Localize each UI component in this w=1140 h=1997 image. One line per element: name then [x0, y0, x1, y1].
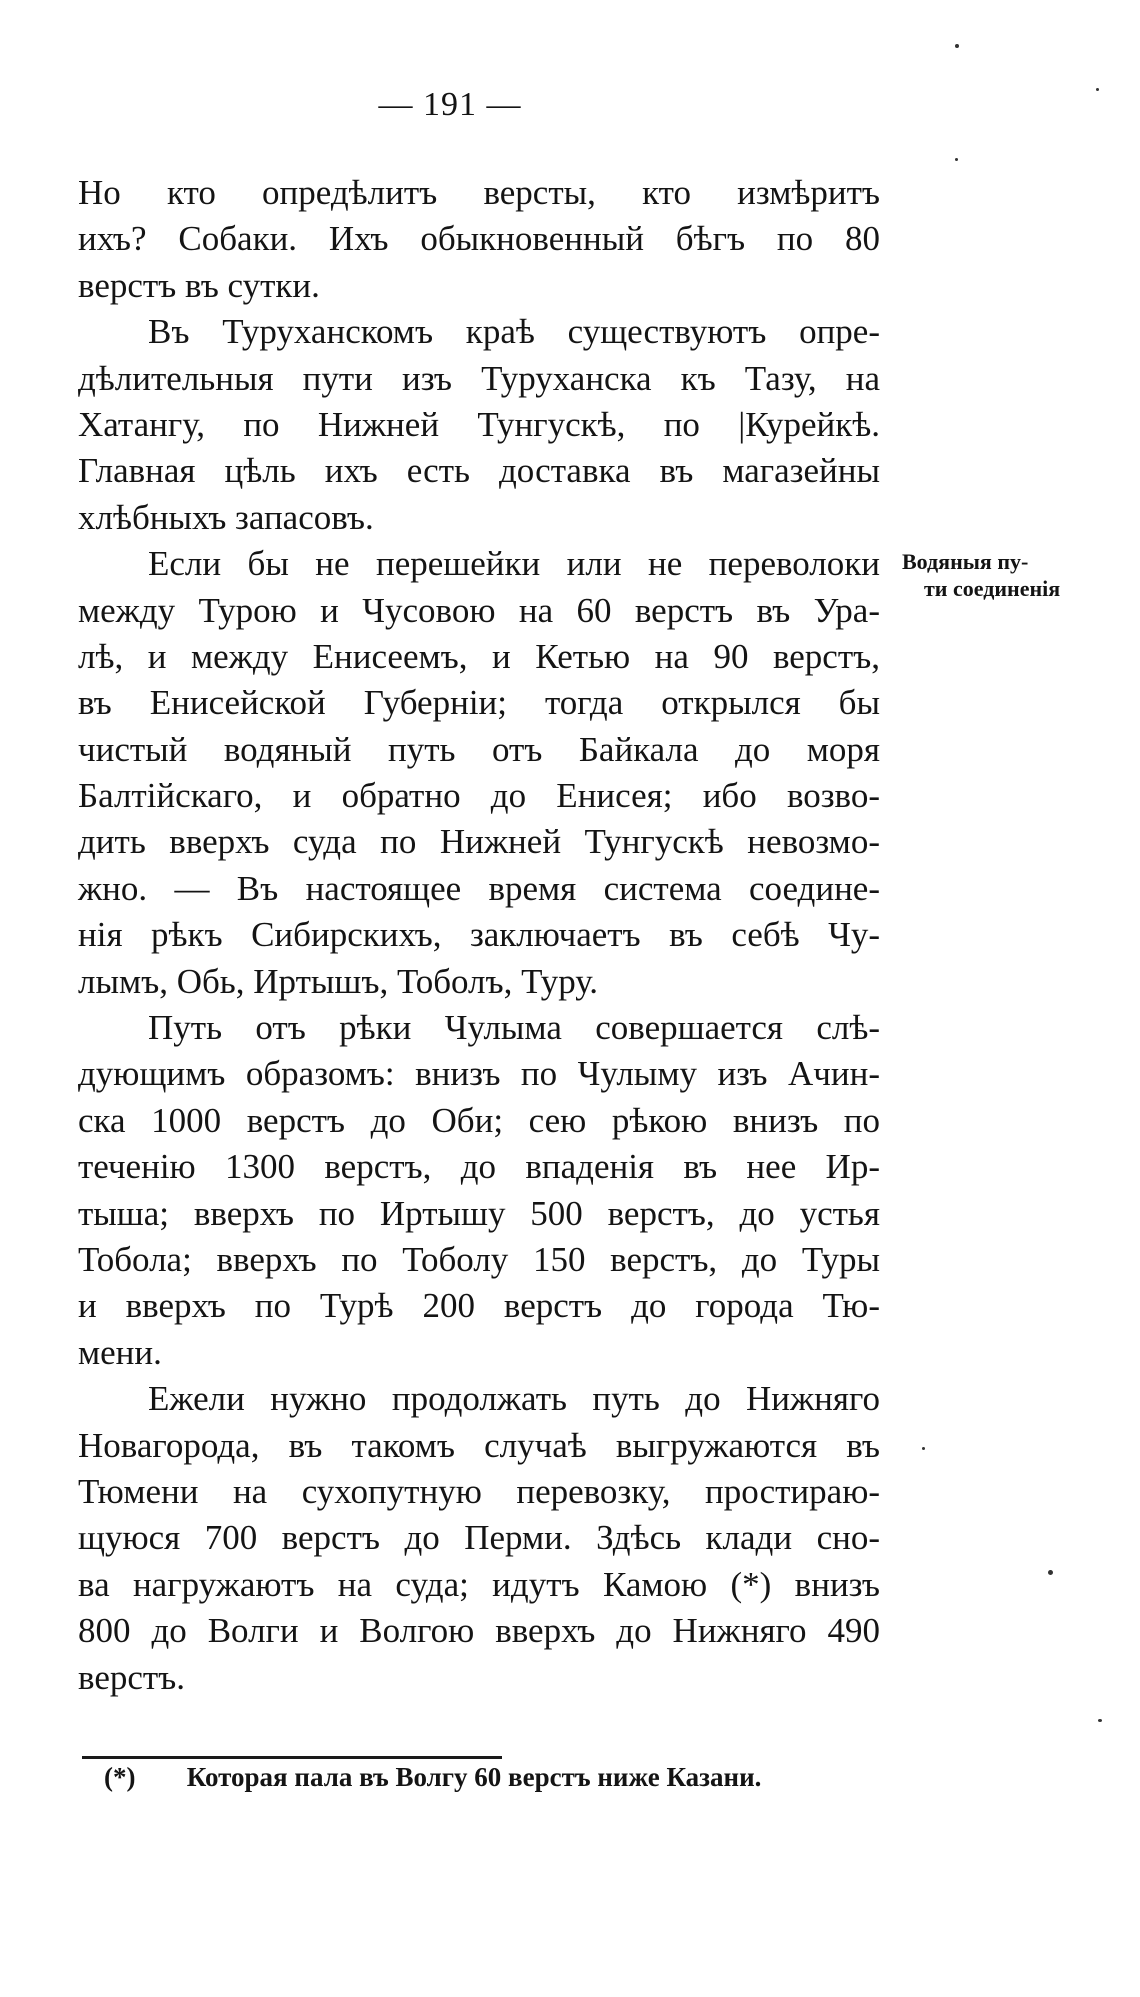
text-line: хлѣбныхъ запасовъ. — [78, 497, 374, 537]
print-speck — [922, 1447, 925, 1450]
text-line: Тобола; вверхъ по Тоболу 150 верстъ, до Туры — [78, 1239, 880, 1279]
text-line: Новагорода, въ такомъ случаѣ выгружаются въ — [78, 1425, 880, 1465]
page-number: — 191 — — [378, 86, 522, 123]
text-line: тыша; вверхъ по Иртышу 500 верстъ, до устья — [78, 1193, 880, 1233]
print-speck — [1048, 1570, 1053, 1575]
footnote-mark: (*) — [104, 1762, 136, 1792]
print-speck — [1098, 1719, 1102, 1722]
text-line: теченію 1300 верстъ, до впаденія въ нее Ир- — [78, 1147, 880, 1187]
text-line: дить вверхъ суда по Нижней Тунгускѣ невозмо- — [78, 822, 880, 862]
text-line: лѣ, и между Енисеемъ, и Кетью на 90 верстъ, — [78, 636, 880, 676]
text-line: дующимъ образомъ: внизъ по Чулыму изъ Ачин- — [78, 1054, 880, 1094]
text-line: между Турою и Чусовою на 60 верстъ въ Ура- — [78, 590, 880, 630]
text-line: 800 до Волги и Волгою вверхъ до Нижняго 490 — [78, 1611, 880, 1651]
main-text — [78, 170, 880, 1701]
text-line: ска 1000 верстъ до Оби; сею рѣкою внизъ по — [78, 1100, 880, 1140]
text-line: Въ Туруханскомъ краѣ существуютъ опре- — [148, 312, 880, 352]
text-line: чистый водяный путь отъ Байкала до моря — [78, 729, 880, 769]
footnote-rule — [82, 1756, 502, 1759]
text-line: ва нагружаютъ на суда; идутъ Камою (*) внизъ — [78, 1564, 880, 1604]
margin-note-line: ти соединенія — [924, 576, 1061, 601]
text-line: Балтійскаго, и обратно до Енисея; ибо возво- — [78, 776, 880, 816]
text-line: лымъ, Обь, Иртышъ, Тоболъ, Туру. — [78, 961, 599, 1001]
text-line: нія рѣкъ Сибирскихъ, заключаетъ въ себѣ Чу- — [78, 915, 880, 955]
text-line: Но кто опредѣлитъ версты, кто измѣритъ — [78, 173, 880, 212]
text-line: Ежели нужно продолжать путь до Нижняго — [148, 1379, 880, 1419]
text-line: мени. — [78, 1332, 162, 1372]
text-line: верстъ. — [78, 1657, 186, 1697]
text-line: Путь отъ рѣки Чулыма совершается слѣ- — [148, 1008, 880, 1048]
text-line: Тюмени на сухопутную перевозку, простираю- — [78, 1471, 880, 1511]
text-line: въ Енисейской Губерніи; тогда открылся бы — [78, 683, 880, 723]
margin-note — [902, 548, 1092, 602]
footnote — [104, 1762, 761, 1793]
text-line: Хатангу, по Нижней Тунгускѣ, по |Курейкѣ. — [78, 404, 880, 444]
text-line: верстъ въ сутки. — [78, 265, 320, 305]
footnote-text: Которая пала въ Волгу 60 верстъ ниже Казани. — [186, 1762, 762, 1792]
text-line: жно. — Въ настоящее время система соедине- — [78, 868, 880, 908]
print-speck — [955, 44, 959, 48]
text-line: и вверхъ по Турѣ 200 верстъ до города Тю- — [78, 1286, 880, 1326]
margin-note-line: Водяныя пу- — [902, 549, 1029, 574]
text-line: Если бы не перешейки или не переволоки — [148, 544, 880, 584]
text-line: дѣлительныя пути изъ Туруханска къ Тазу, на — [78, 358, 880, 398]
print-speck — [1096, 88, 1099, 91]
text-line: ихъ? Собаки. Ихъ обыкновенный бѣгъ по 80 — [78, 219, 880, 259]
text-line: Главная цѣль ихъ есть доставка въ магазейны — [78, 451, 880, 491]
text-line: щуюся 700 верстъ до Перми. Здѣсь клади сно- — [78, 1518, 880, 1558]
print-speck — [955, 158, 958, 161]
